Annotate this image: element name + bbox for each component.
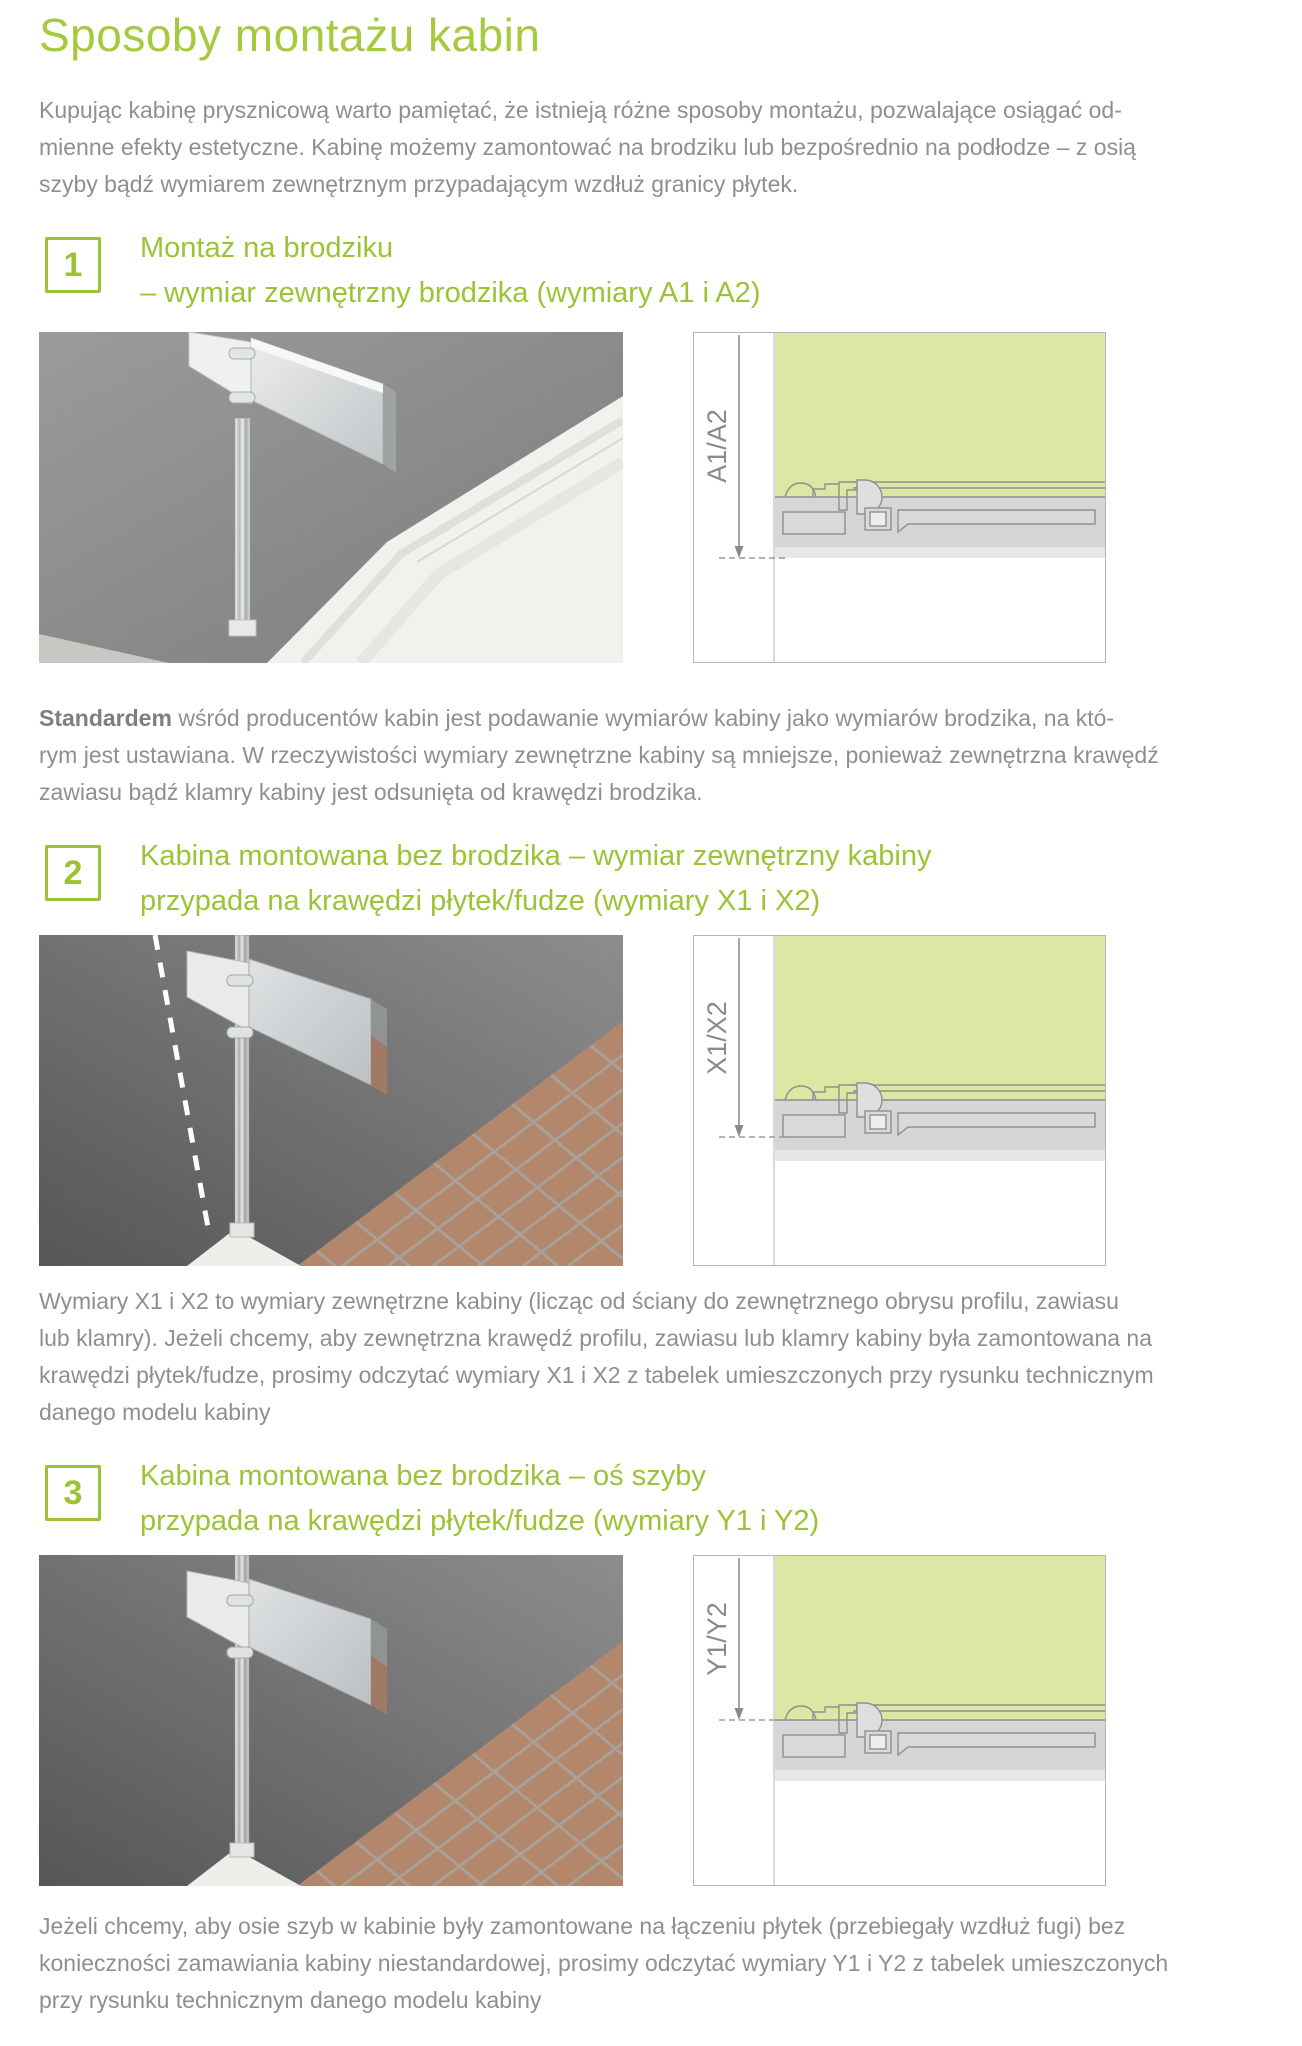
- section-number: 2: [63, 853, 83, 892]
- diagram-dimension-label: Y1/Y2: [702, 1602, 732, 1676]
- note-line: Jeżeli chcemy, aby osie szyb w kabinie były zamontowane na łączeniu płytek (przebiegały wzdłuż fugi) bez: [39, 1913, 1126, 1939]
- photo-hinge-on-tiles: [39, 1555, 623, 1886]
- hinge-knuckle: [227, 1647, 253, 1658]
- hinge-plate-edge: [383, 384, 396, 473]
- page-title: Sposoby montażu kabin: [39, 9, 541, 61]
- section-number: 3: [63, 1473, 83, 1512]
- chrome-wall-profile: [235, 418, 250, 632]
- photo-hinge-on-shower-tray: [39, 332, 623, 663]
- glass-panel: [775, 1556, 1105, 1720]
- note-line-text: wśród producentów kabin jest podawanie wymiarów kabiny jako wymiarów brodzika, na któ-: [171, 705, 1115, 731]
- section-2-number-badge: [45, 845, 101, 901]
- intro-paragraph: [39, 92, 1136, 203]
- note-line: rym jest ustawiana. W rzeczywistości wymiary zewnętrzne kabiny są mniejsze, ponieważ zewnętrzna krawędź: [39, 742, 1159, 768]
- hinge-knuckle: [229, 348, 255, 359]
- heading-line: przypada na krawędzi płytek/fudze (wymiary Y1 i Y2): [140, 1505, 820, 1537]
- section-3-note: [39, 1908, 1168, 2019]
- heading-line: Kabina montowana bez brodzika – wymiar zewnętrzny kabiny: [140, 840, 932, 872]
- photo-hinge-on-tiles-svg: [39, 1555, 623, 1886]
- diagram-x1-x2-svg: [693, 935, 1106, 1266]
- profile-foot: [230, 1223, 254, 1237]
- intro-line: Kupując kabinę prysznicową warto pamiętać, że istnieją różne sposoby montażu, pozwalające osiągać od-: [39, 97, 1122, 123]
- profile-foot: [230, 1843, 254, 1857]
- note-line: przy rysunku technicznym danego modelu kabiny: [39, 1987, 542, 2013]
- photo-hinge-on-shower-tray-svg: [39, 332, 623, 663]
- note-line: Wymiary X1 i X2 to wymiary zewnętrzne kabiny (licząc od ściany do zewnętrznego obrysu profilu, zawiasu: [39, 1288, 1119, 1314]
- section-2-note: [39, 1283, 1154, 1431]
- note-line: [39, 700, 1159, 737]
- section-3-number-badge: [45, 1465, 101, 1521]
- section-2-heading: [140, 834, 931, 924]
- diagram-y1-y2-svg: [693, 1555, 1106, 1886]
- hinge-knuckle: [227, 1595, 253, 1606]
- hinge-knuckle: [227, 975, 253, 986]
- section-1-number-badge: [45, 237, 101, 293]
- photo-hinge-on-tiles-dashed: [39, 935, 623, 1266]
- diagram-dimension-label: X1/X2: [702, 1001, 732, 1075]
- profile-band-light: [775, 1770, 1105, 1781]
- intro-line: mienne efekty estetyczne. Kabinę możemy zamontować na brodziku lub bezpośrednio na podłodze – z osią: [39, 134, 1136, 160]
- diagram-a1-a2: [693, 332, 1106, 663]
- section-number: 1: [63, 245, 83, 284]
- note-line: danego modelu kabiny: [39, 1399, 271, 1425]
- note-line: konieczności zamawiania kabiny niestandardowej, prosimy odczytać wymiary Y1 i Y2 z tabelek umieszczonych: [39, 1950, 1169, 1976]
- diagram-dimension-label: A1/A2: [702, 409, 732, 483]
- note-lead-bold: Standardem: [39, 705, 172, 731]
- photo-hinge-on-tiles-dashed-svg: [39, 935, 623, 1266]
- diagram-y1-y2: [693, 1555, 1106, 1886]
- glass-panel: [775, 936, 1105, 1100]
- section-3-heading: [140, 1454, 819, 1544]
- heading-line: Montaż na brodziku: [140, 232, 394, 264]
- heading-line: – wymiar zewnętrzny brodzika (wymiary A1 i A2): [140, 277, 761, 309]
- profile-foot: [229, 620, 256, 636]
- intro-line: szyby bądź wymiarem zewnętrznym przypadającym wzdłuż granicy płytek.: [39, 171, 799, 197]
- section-1-heading: [140, 226, 760, 316]
- hinge-knuckle: [229, 392, 255, 403]
- note-line: lub klamry). Jeżeli chcemy, aby zewnętrzna krawędź profilu, zawiasu lub klamry kabiny była zamontowana na: [39, 1325, 1152, 1351]
- note-line: krawędzi płytek/fudze, prosimy odczytać wymiary X1 i X2 z tabelek umieszczonych przy rysunku technicznym: [39, 1362, 1154, 1388]
- profile-band-light: [775, 1150, 1105, 1161]
- heading-line: przypada na krawędzi płytek/fudze (wymiary X1 i X2): [140, 885, 821, 917]
- profile-band-light: [775, 547, 1105, 558]
- glass-panel: [775, 333, 1105, 497]
- note-line: zawiasu bądź klamry kabiny jest odsunięta od krawędzi brodzika.: [39, 779, 703, 805]
- diagram-x1-x2: [693, 935, 1106, 1266]
- hinge-knuckle: [227, 1027, 253, 1038]
- diagram-a1-a2-svg: [693, 332, 1106, 663]
- heading-line: Kabina montowana bez brodzika – oś szyby: [140, 1460, 706, 1492]
- section-1-note: [39, 700, 1159, 811]
